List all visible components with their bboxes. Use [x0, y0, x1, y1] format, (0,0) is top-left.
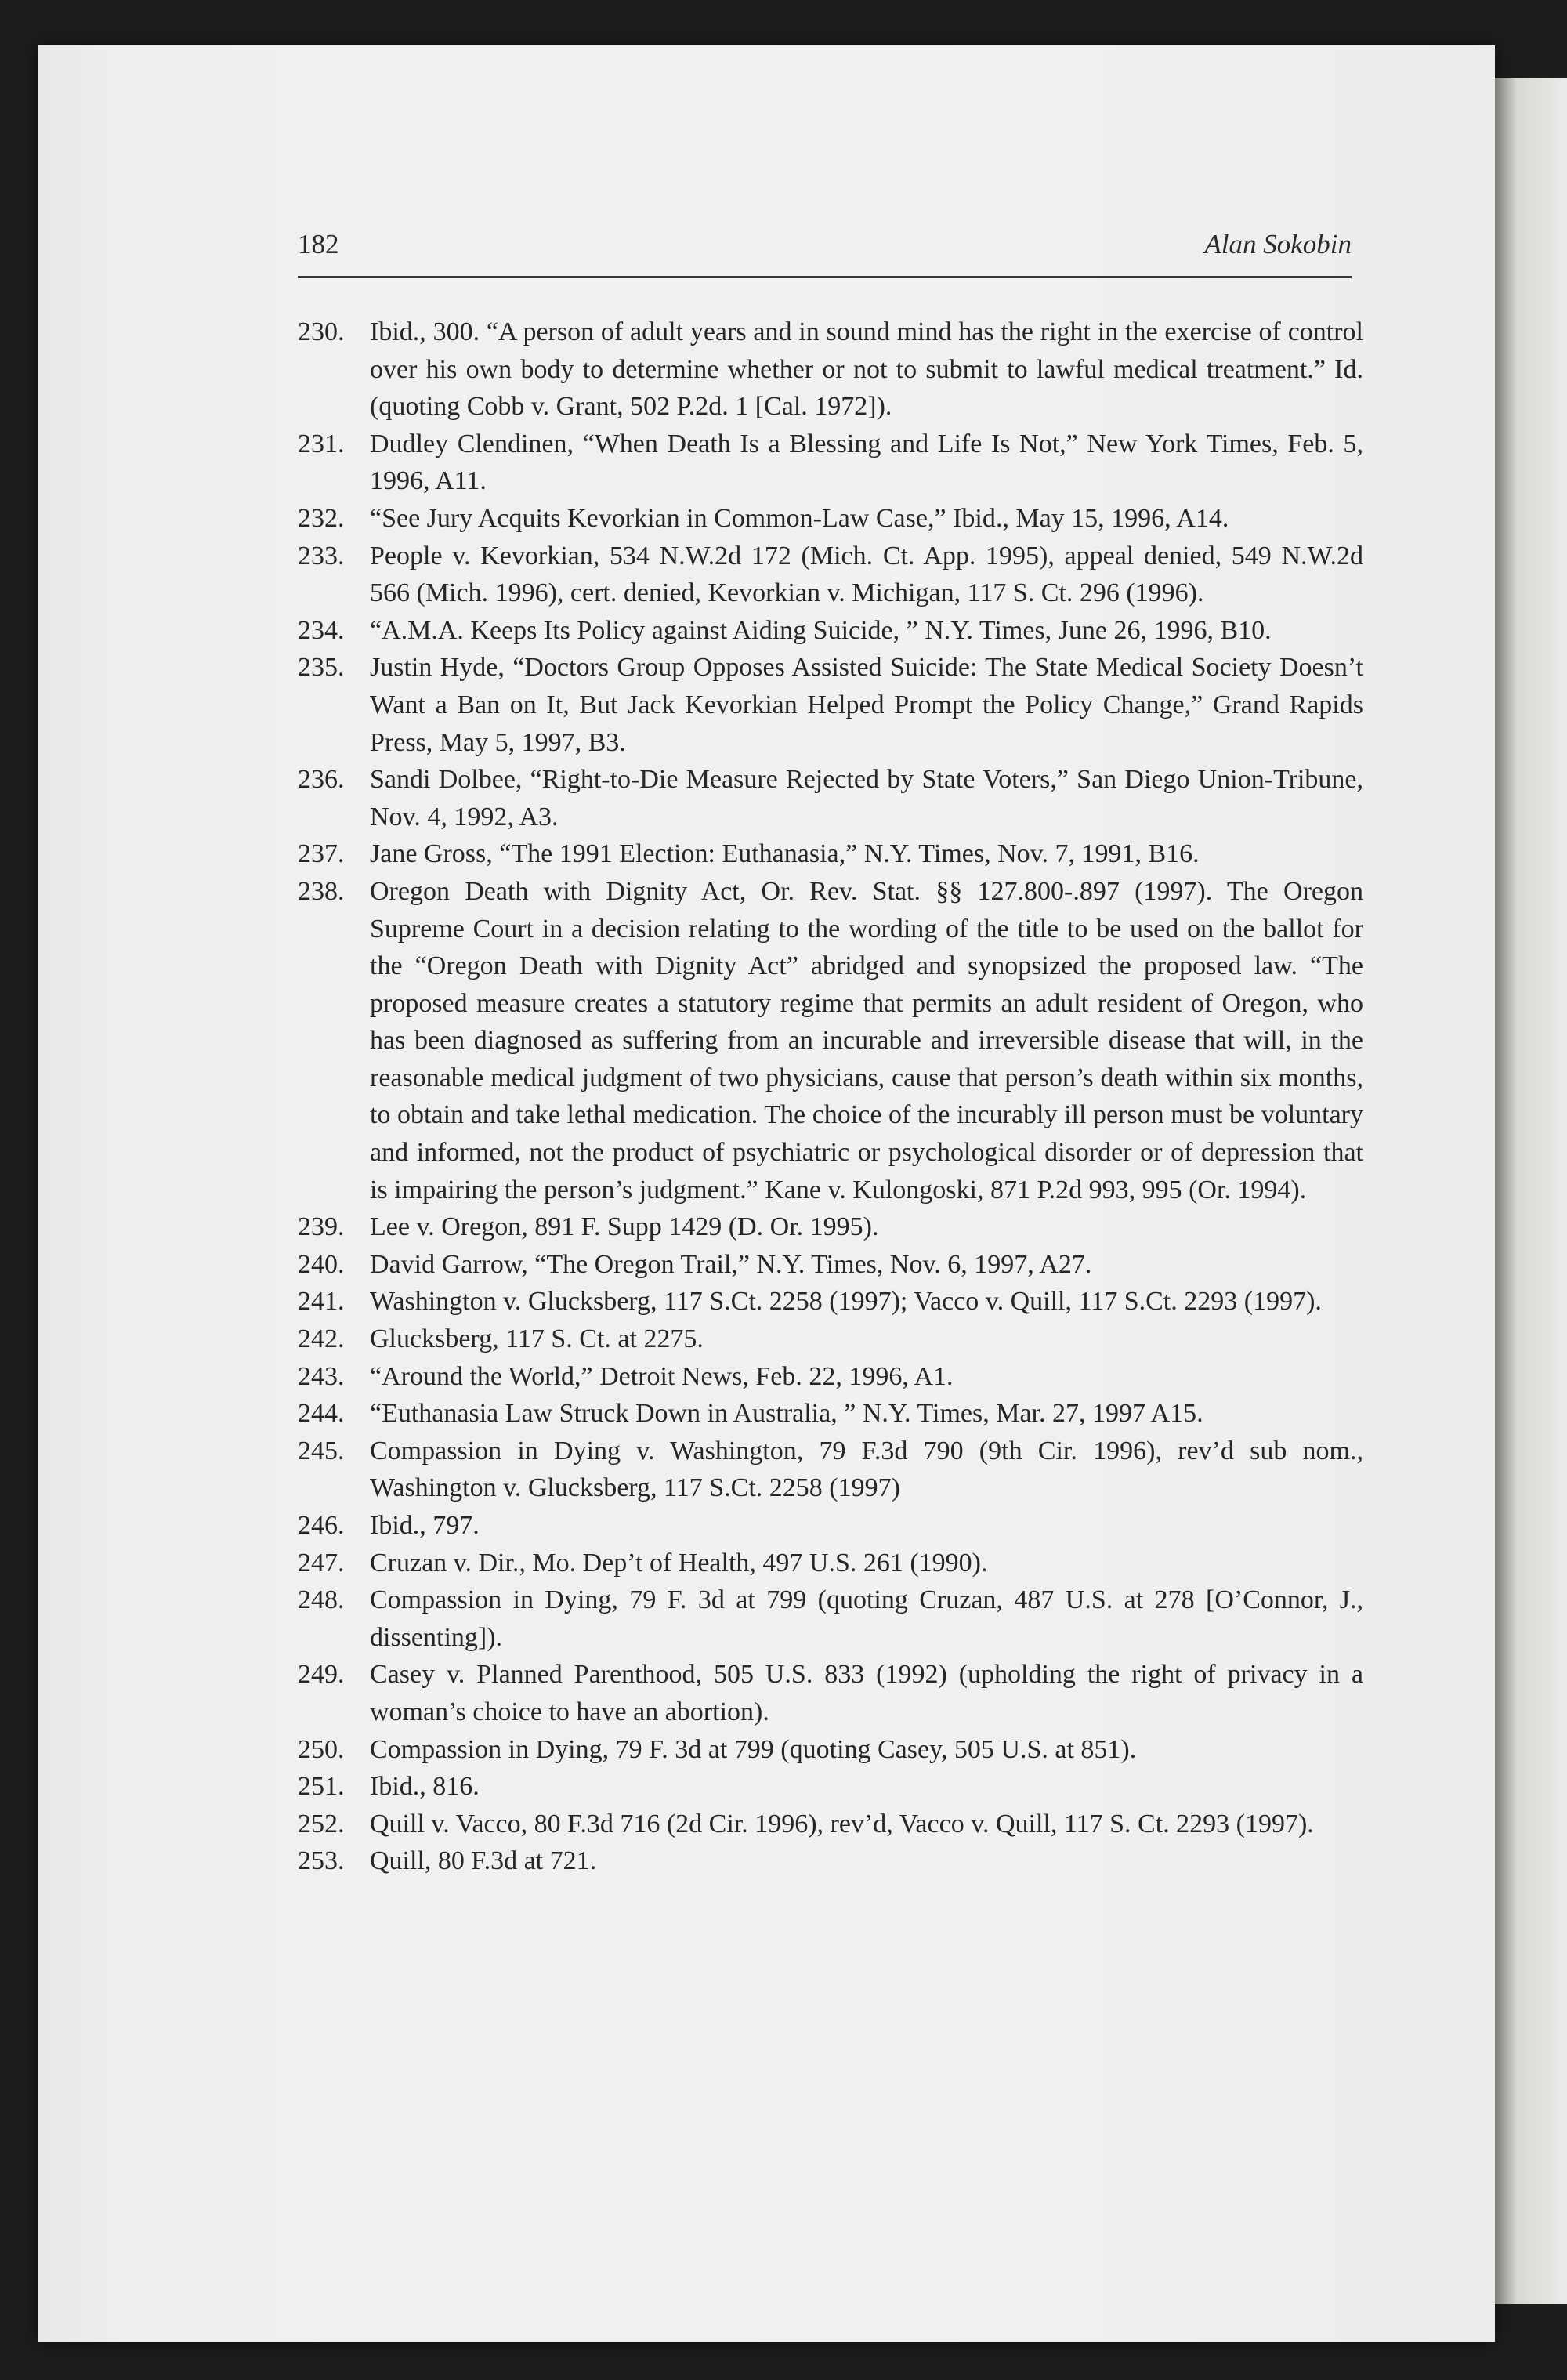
- endnote-text: Oregon Death with Dignity Act, Or. Rev. Stat. §§ 127.800-.897 (1997). The Oregon Supreme Court in a decision relating to the wording of the title to be used on the ballot for the “Oregon Death with Dignity Act” abridged and synopsized the proposed law. “The proposed measure creates a statutory regime that permits an adult resident of Oregon, who has been diagnosed as suffering from an incurable and irreversible disease that will, in the reasonable medical judgment of two physicians, cause that person’s death within six months, to obtain and take lethal medication. The choice of the incurably ill person must be voluntary and informed, not the product of psychiatric or psychological disorder or of depression that is impairing the person’s judgment.” Kane v. Kulongoski, 871 P.2d 993, 995 (Or. 1994).: [370, 876, 1363, 1204]
- endnote-text: “Around the World,” Detroit News, Feb. 22, 1996, A1.: [370, 1361, 954, 1391]
- endnote-text: Ibid., 300. “A person of adult years and in sound mind has the right in the exercise of control over his own body to determine whether or not to submit to lawful medical treatment.” Id. (quoting Cobb v. Grant, 502 P.2d. 1 [Cal. 1972]).: [370, 317, 1363, 422]
- endnote-text: Jane Gross, “The 1991 Election: Euthanasia,” N.Y. Times, Nov. 7, 1991, B16.: [370, 839, 1200, 869]
- endnote-236: [298, 761, 1363, 835]
- endnote-251: [298, 1768, 1363, 1806]
- endnote-text: People v. Kevorkian, 534 N.W.2d 172 (Mich. Ct. App. 1995), appeal denied, 549 N.W.2d 566 (Mich. 1996), cert. denied, Kevorkian v. Michigan, 117 S. Ct. 296 (1996).: [370, 541, 1363, 608]
- endnote-number: 241.: [298, 1287, 345, 1317]
- endnote-number: 243.: [298, 1361, 345, 1391]
- endnote-text: Compassion in Dying v. Washington, 79 F.3d 790 (9th Cir. 1996), rev’d sub nom., Washington v. Glucksberg, 117 S.Ct. 2258 (1997): [370, 1436, 1363, 1503]
- endnote-247: [298, 1545, 1363, 1582]
- endnote-253: [298, 1842, 1363, 1880]
- endnote-235: [298, 649, 1363, 761]
- endnote-number: 242.: [298, 1324, 345, 1354]
- endnote-text: Casey v. Planned Parenthood, 505 U.S. 833 (1992) (upholding the right of privacy in a woman’s choice to have an abortion).: [370, 1660, 1363, 1726]
- endnote-text: Lee v. Oregon, 891 F. Supp 1429 (D. Or. 1995).: [370, 1212, 879, 1242]
- endnote-text: Cruzan v. Dir., Mo. Dep’t of Health, 497 U.S. 261 (1990).: [370, 1548, 988, 1578]
- endnote-234: [298, 612, 1363, 650]
- endnote-text: Ibid., 816.: [370, 1772, 480, 1802]
- endnote-number: 247.: [298, 1548, 345, 1578]
- endnote-text: Ibid., 797.: [370, 1511, 480, 1540]
- endnote-number: 234.: [298, 615, 345, 645]
- endnote-number: 235.: [298, 653, 345, 683]
- endnote-text: Washington v. Glucksberg, 117 S.Ct. 2258 (1997); Vacco v. Quill, 117 S.Ct. 2293 (1997).: [370, 1287, 1322, 1317]
- endnote-number: 240.: [298, 1249, 345, 1279]
- endnote-239: [298, 1208, 1363, 1246]
- endnotes-list: [298, 313, 1363, 1880]
- endnote-number: 246.: [298, 1511, 345, 1540]
- endnote-text: “See Jury Acquits Kevorkian in Common-Law Case,” Ibid., May 15, 1996, A14.: [370, 503, 1229, 533]
- endnote-number: 237.: [298, 839, 345, 869]
- endnote-number: 238.: [298, 876, 345, 906]
- running-head: Alan Sokobin: [1204, 229, 1352, 259]
- endnote-number: 244.: [298, 1399, 345, 1429]
- endnote-text: Quill, 80 F.3d at 721.: [370, 1846, 597, 1876]
- endnote-number: 251.: [298, 1772, 345, 1802]
- endnote-230: [298, 313, 1363, 426]
- endnote-241: [298, 1283, 1363, 1320]
- endnote-232: [298, 500, 1363, 538]
- endnote-240: [298, 1246, 1363, 1284]
- endnote-text: “Euthanasia Law Struck Down in Australia, ” N.Y. Times, Mar. 27, 1997 A15.: [370, 1399, 1203, 1429]
- endnote-number: 248.: [298, 1585, 345, 1615]
- endnote-245: [298, 1433, 1363, 1507]
- endnote-number: 232.: [298, 503, 345, 533]
- endnote-number: 231.: [298, 429, 345, 458]
- endnote-text: Compassion in Dying, 79 F. 3d at 799 (quoting Casey, 505 U.S. at 851).: [370, 1734, 1137, 1764]
- endnote-number: 250.: [298, 1734, 345, 1764]
- endnote-number: 236.: [298, 765, 345, 795]
- endnote-text: Glucksberg, 117 S. Ct. at 2275.: [370, 1324, 704, 1354]
- endnote-number: 245.: [298, 1436, 345, 1465]
- endnote-text: Quill v. Vacco, 80 F.3d 716 (2d Cir. 1996), rev’d, Vacco v. Quill, 117 S. Ct. 2293 (1997).: [370, 1809, 1314, 1838]
- endnote-237: [298, 835, 1363, 873]
- endnote-248: [298, 1581, 1363, 1656]
- page-number: 182: [298, 229, 339, 259]
- facing-page-edge: [1495, 78, 1567, 2304]
- page-header: [298, 229, 1352, 278]
- endnote-238: [298, 873, 1363, 1208]
- endnote-number: 253.: [298, 1846, 345, 1876]
- endnote-text: “A.M.A. Keeps Its Policy against Aiding Suicide, ” N.Y. Times, June 26, 1996, B10.: [370, 615, 1272, 645]
- endnote-number: 233.: [298, 541, 345, 571]
- endnote-text: Sandi Dolbee, “Right-to-Die Measure Rejected by State Voters,” San Diego Union-Tribune, Nov. 4, 1992, A3.: [370, 765, 1363, 831]
- endnote-246: [298, 1507, 1363, 1545]
- endnote-231: [298, 426, 1363, 500]
- endnote-number: 252.: [298, 1809, 345, 1838]
- endnote-text: Dudley Clendinen, “When Death Is a Blessing and Life Is Not,” New York Times, Feb. 5, 1996, A11.: [370, 429, 1363, 496]
- endnote-252: [298, 1806, 1363, 1843]
- endnote-250: [298, 1731, 1363, 1769]
- endnote-text: David Garrow, “The Oregon Trail,” N.Y. Times, Nov. 6, 1997, A27.: [370, 1249, 1092, 1279]
- endnote-249: [298, 1656, 1363, 1730]
- endnote-number: 249.: [298, 1660, 345, 1690]
- endnote-233: [298, 538, 1363, 612]
- endnote-243: [298, 1358, 1363, 1396]
- endnote-244: [298, 1395, 1363, 1433]
- endnote-number: 230.: [298, 317, 345, 346]
- endnote-text: Compassion in Dying, 79 F. 3d at 799 (quoting Cruzan, 487 U.S. at 278 [O’Connor, J., dissenting]).: [370, 1585, 1363, 1652]
- endnote-text: Justin Hyde, “Doctors Group Opposes Assisted Suicide: The State Medical Society Doesn’t Want a Ban on It, But Jack Kevorkian Helped Prompt the Policy Change,” Grand Rapids Press, May 5, 1997, B3.: [370, 653, 1363, 757]
- endnote-number: 239.: [298, 1212, 345, 1242]
- endnote-242: [298, 1320, 1363, 1358]
